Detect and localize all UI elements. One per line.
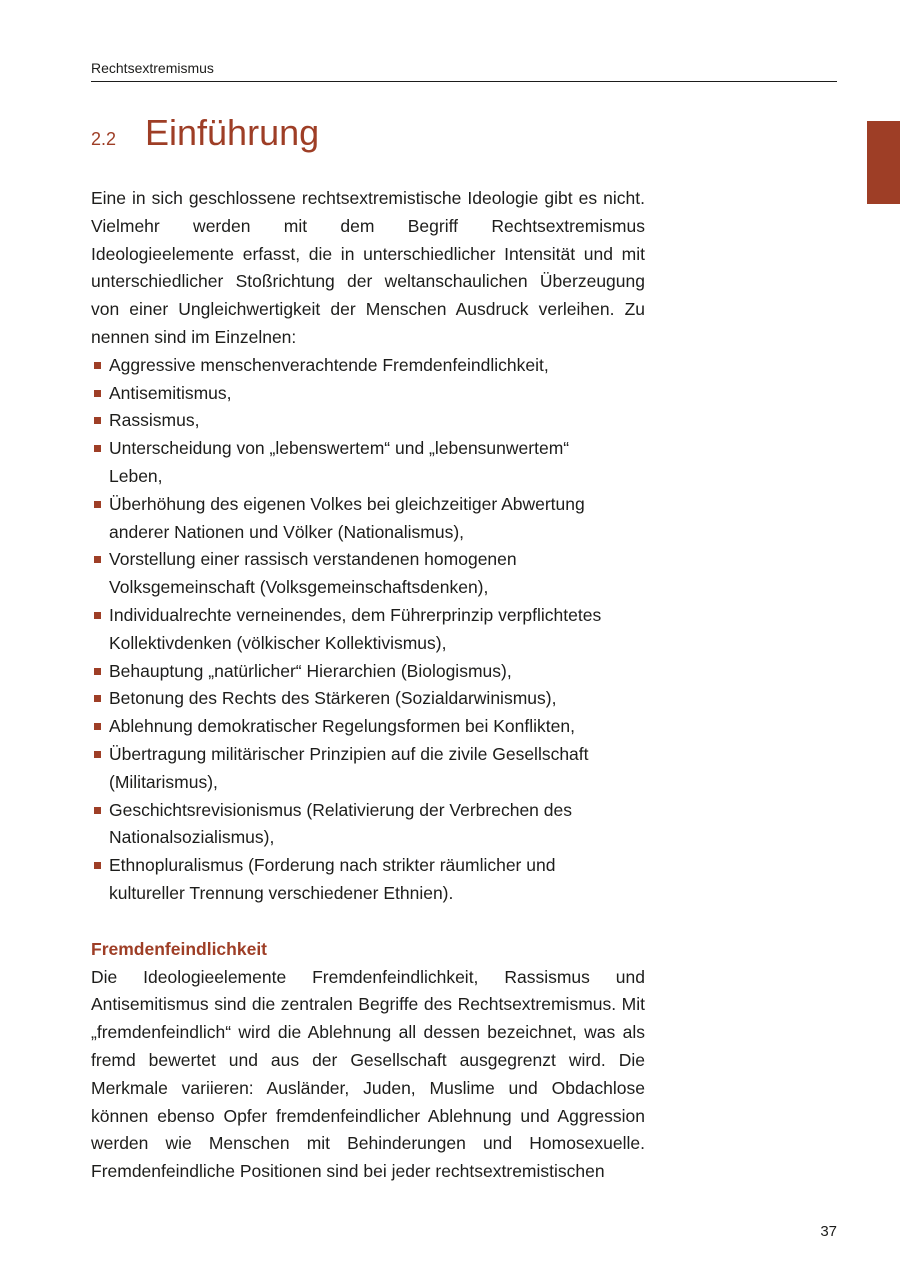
square-bullet-icon	[94, 612, 101, 619]
list-item	[91, 602, 645, 658]
square-bullet-icon	[94, 862, 101, 869]
list-item-text: Behauptung „natürlicher“ Hierarchien (Biologismus),	[109, 660, 512, 681]
list-item	[91, 852, 645, 908]
page-number: 37	[820, 1223, 837, 1240]
list-item-text: Überhöhung des eigenen Volkes bei gleichzeitiger Abwertung anderer Nationen und Völker (Nationalismus),	[109, 493, 585, 542]
list-item	[91, 352, 645, 380]
square-bullet-icon	[94, 751, 101, 758]
list-item-text: Betonung des Rechts des Stärkeren (Sozialdarwinismus),	[109, 688, 557, 709]
list-item-text: Geschichtsrevisionismus (Relativierung der Verbrechen des Nationalsozialismus),	[109, 799, 572, 848]
subsection-paragraph: Die Ideologieelemente Fremdenfeindlichkeit, Rassismus und Antisemitismus sind die zentralen Begriffe des Rechtsextremismus. Mit „fremdenfeindlich“ wird die Ablehnung all dessen bezeichnet, was als fremd bewertet und aus der Gesellschaft ausgegrenzt wird. Die Merkmale variieren: Ausländer, Juden, Muslime und Obdachlose können ebenso Opfer fremdenfeindlicher Ablehnung und Aggression werden wie Menschen mit Behinderungen und Homosexuelle. Fremdenfeindliche Positionen sind bei jeder rechtsextremistischen	[91, 966, 645, 1182]
section-number: 2.2	[91, 129, 117, 149]
square-bullet-icon	[94, 668, 101, 675]
list-item	[91, 435, 645, 491]
section-title: Einführung	[145, 112, 320, 153]
list-item-text: Rassismus,	[109, 410, 200, 431]
list-item-text: Individualrechte verneinendes, dem Führerprinzip verpflichtetes Kollektivdenken (völkischer Kollektivismus),	[109, 604, 602, 653]
list-item-text: Antisemitismus,	[109, 382, 232, 403]
header-rule	[91, 81, 837, 82]
list-item	[91, 491, 645, 547]
subheading-fremdenfeindlichkeit: Fremdenfeindlichkeit	[91, 938, 268, 959]
square-bullet-icon	[94, 695, 101, 702]
square-bullet-icon	[94, 362, 101, 369]
square-bullet-icon	[94, 556, 101, 563]
chapter-thumb-tab	[867, 121, 900, 204]
list-item-text: Vorstellung einer rassisch verstandenen homogenen Volksgemeinschaft (Volksgemeinschaftsdenken),	[109, 549, 517, 598]
list-item-text: Ablehnung demokratischer Regelungsformen bei Konflikten,	[109, 716, 575, 737]
list-item	[91, 713, 645, 741]
body-text	[91, 185, 645, 1186]
intro-paragraph: Eine in sich geschlossene rechtsextremistische Ideologie gibt es nicht. Vielmehr werden mit dem Begriff Rechtsextremismus Ideologieelemente erfasst, die in unterschiedlicher Intensität und mit unterschiedlicher Stoßrichtung der weltanschaulichen Überzeugung von einer Ungleichwertigkeit der Menschen Ausdruck verleihen. Zu nennen sind im Einzelnen:	[91, 188, 645, 347]
square-bullet-icon	[94, 445, 101, 452]
list-item	[91, 741, 645, 797]
list-item-text: Ethnopluralismus (Forderung nach strikter räumlicher und kultureller Trennung verschiedener Ethnien).	[109, 855, 556, 903]
list-item-text: Aggressive menschenverachtende Fremdenfeindlichkeit,	[109, 354, 549, 375]
list-item	[91, 658, 645, 686]
square-bullet-icon	[94, 723, 101, 730]
square-bullet-icon	[94, 807, 101, 814]
section-heading	[91, 112, 319, 162]
square-bullet-icon	[94, 390, 101, 397]
list-item-text: Übertragung militärischer Prinzipien auf die zivile Gesellschaft (Militarismus),	[109, 743, 589, 792]
list-item-text: Unterscheidung von „lebenswertem“ und „lebensunwertem“ Leben,	[109, 438, 570, 486]
list-item	[91, 380, 645, 408]
ideology-elements-list	[91, 352, 645, 908]
square-bullet-icon	[94, 417, 101, 424]
square-bullet-icon	[94, 501, 101, 508]
running-head: Rechtsextremismus	[91, 60, 214, 76]
list-item	[91, 407, 645, 435]
list-item	[91, 546, 645, 602]
list-item	[91, 685, 645, 713]
list-item	[91, 797, 645, 853]
